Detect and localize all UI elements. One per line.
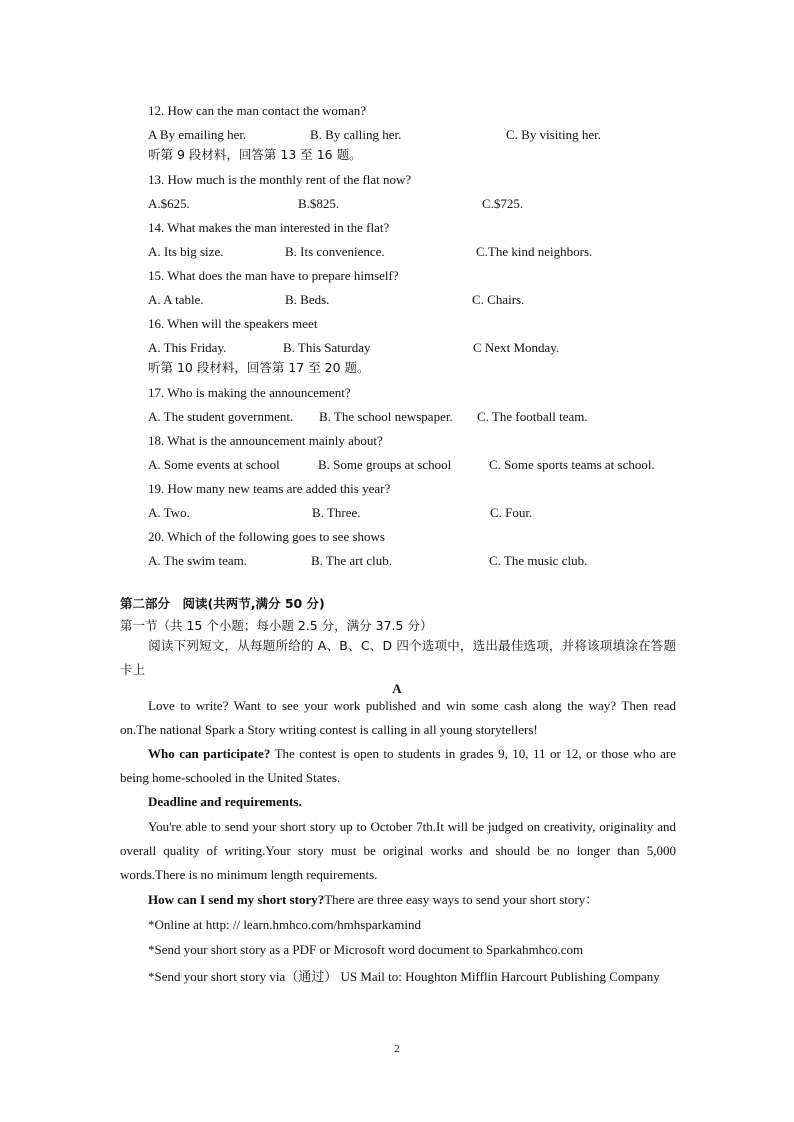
q12-option-b: B. By calling her.	[310, 127, 402, 142]
reading-instruction: 阅读下列短文，从每题所给的 A、B、C、D 四个选项中，选出最佳选项，并将该项填涂在答题卡上	[120, 638, 676, 677]
segment-9-instruction: 听第 9 段材料，回答第 13 至 16 题。	[148, 147, 362, 162]
q16-option-b: B. This Saturday	[283, 340, 371, 355]
q15-option-a: A. A table.	[148, 292, 204, 307]
passage-bullet-online: *Online at http: // learn.hmhco.com/hmhsparkamind	[148, 917, 421, 932]
q17-option-c: C. The football team.	[477, 409, 588, 424]
q15-option-b: B. Beds.	[285, 292, 330, 307]
q14-option-c: C.The kind neighbors.	[476, 244, 593, 259]
q17-option-b: B. The school newspaper.	[319, 409, 453, 424]
section-one-title: 第一节（共 15 个小题；每小题 2.5 分，满分 37.5 分）	[120, 618, 433, 633]
q15-option-c: C. Chairs.	[472, 292, 525, 307]
q13-option-c: C.$725.	[482, 196, 524, 211]
question-17-stem: 17. Who is making the announcement?	[148, 385, 351, 400]
q18-option-a: A. Some events at school	[148, 457, 280, 472]
question-15-stem: 15. What does the man have to prepare himself?	[148, 268, 399, 283]
q20-option-b: B. The art club.	[311, 553, 392, 568]
q18-option-c: C. Some sports teams at school.	[489, 457, 655, 472]
passage-paragraph-how-to-send: How can I send my short story?There are three easy ways to send your short story：	[148, 892, 599, 907]
q12-option-c: C. By visiting her.	[506, 127, 601, 142]
q16-option-c: C Next Monday.	[473, 340, 560, 355]
q18-option-b: B. Some groups at school	[318, 457, 452, 472]
question-20-stem: 20. Which of the following goes to see shows	[148, 529, 385, 544]
q19-option-a: A. Two.	[148, 505, 190, 520]
page-number: 2	[394, 1043, 400, 1055]
passage-bullet-mail: *Send your short story via（通过） US Mail to: Houghton Mifflin Harcourt Publishing Company	[148, 969, 660, 984]
question-14-stem: 14. What makes the man interested in the flat?	[148, 220, 390, 235]
question-16-stem: 16. When will the speakers meet	[148, 316, 318, 331]
q20-option-c: C. The music club.	[489, 553, 588, 568]
question-13-stem: 13. How much is the monthly rent of the flat now?	[148, 172, 412, 187]
q16-option-a: A. This Friday.	[148, 340, 227, 355]
q20-option-a: A. The swim team.	[148, 553, 248, 568]
passage-bullet-email: *Send your short story as a PDF or Microsoft word document to Sparkahmhco.com	[148, 942, 584, 957]
part-two-title: 第二部分 阅读(共两节,满分 50 分)	[120, 596, 325, 611]
q13-option-a: A.$625.	[148, 196, 190, 211]
passage-label: A	[392, 681, 402, 696]
q13-option-b: B.$825.	[298, 196, 340, 211]
segment-10-instruction: 听第 10 段材料，回答第 17 至 20 题。	[148, 360, 370, 375]
q19-option-c: C. Four.	[490, 505, 533, 520]
passage-heading-deadline: Deadline and requirements.	[148, 794, 302, 809]
q17-option-a: A. The student government.	[148, 409, 294, 424]
question-12-stem: 12. How can the man contact the woman?	[148, 103, 367, 118]
passage-paragraph-requirements: You're able to send your short story up to October 7th.It will be judged on creativity, originality and overall quality of writing.Your story must be original works and should be no longer than 5,000 words.There is no minimum length requirements.	[120, 819, 676, 882]
q19-option-b: B. Three.	[312, 505, 361, 520]
q14-option-b: B. Its convenience.	[285, 244, 385, 259]
q12-option-a: A By emailing her.	[148, 127, 247, 142]
question-19-stem: 19. How many new teams are added this year?	[148, 481, 391, 496]
passage-paragraph-2: Who can participate? The contest is open to students in grades 9, 10, 11 or 12, or those who are being home-schooled in the United States.	[120, 746, 676, 785]
q14-option-a: A. Its big size.	[148, 244, 224, 259]
passage-paragraph-1: Love to write? Want to see your work published and win some cash along the way? Then read on.The national Spark a Story writing contest is calling in all young storytellers!	[120, 698, 676, 737]
question-18-stem: 18. What is the announcement mainly about?	[148, 433, 383, 448]
